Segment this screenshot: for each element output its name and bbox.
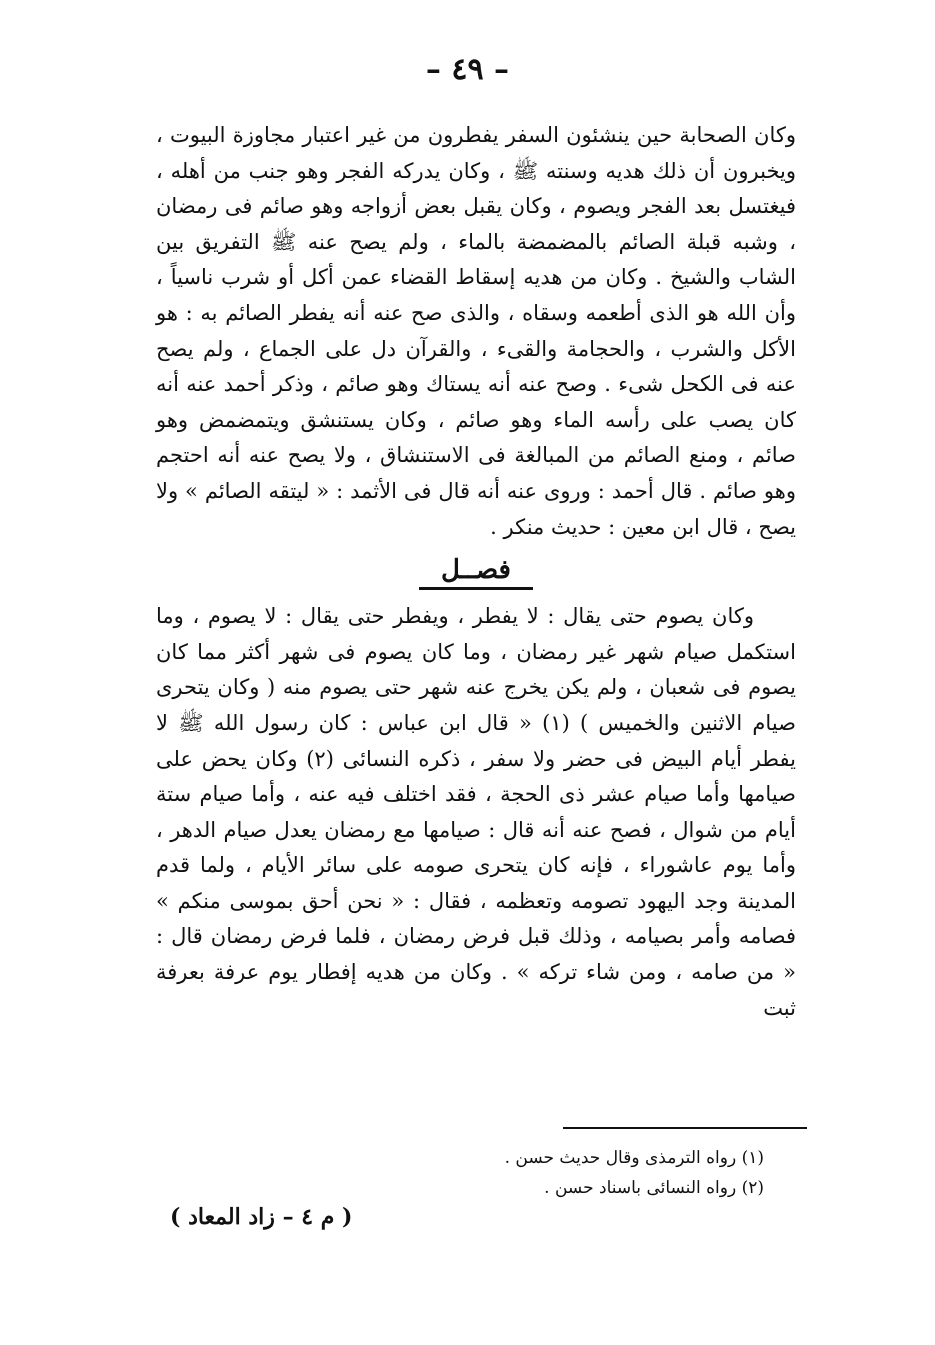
book-signature-marker: ( م ٤ – زاد المعاد ) [170, 1204, 353, 1230]
section-heading-label: فصــل [419, 555, 533, 590]
footnote-divider [563, 1127, 807, 1129]
main-text [156, 118, 796, 1026]
paragraph-1: وكان الصحابة حين ينشئون السفر يفطرون من غير اعتبار مجاوزة البيوت ، ويخبرون أن ذلك هديه وسنته ﷺ ، وكان يدركه الفجر وهو جنب من أهله ، فيغتسل بعد الفجر ويصوم ، وكان يقبل بعض أزواجه وهو صائم فى رمضان ، وشبه قبلة الصائم بالمضمضة بالماء ، ولم يصح عنه ﷺ التفريق بين الشاب والشيخ . وكان من هديه إسقاط القضاء عمن أكل أو شرب ناسياً ، وأن الله هو الذى أطعمه وسقاه ، والذى صح عنه أنه يفطر الصائم به : هو الأكل والشرب ، والحجامة والقىء ، والقرآن دل على الجماع ، ولم يصح عنه فى الكحل شىء . وصح عنه أنه يستاك وهو صائم ، وذكر أحمد عنه أنه كان يصب على رأسه الماء وهو صائم ، وكان يستنشق ويتمضمض وهو صائم ، ومنع الصائم من المبالغة فى الاستنشاق ، ولا يصح عنه أنه احتجم وهو صائم . قال أحمد : وروى عنه أنه قال فى الأثمد : « ليتقه الصائم » ولا يصح ، قال ابن معين : حديث منكر . [156, 123, 796, 539]
paragraph-2: وكان يصوم حتى يقال : لا يفطر ، ويفطر حتى يقال : لا يصوم ، وما استكمل صيام شهر غير رمضان ، وما كان يصوم فى شهر أكثر مما كان يصوم فى شعبان ، ولم يكن يخرج عنه شهر حتى يصوم منه ( وكان يتحرى صيام الاثنين والخميس ) (١) « قال ابن عباس : كان رسول الله ﷺ لا يفطر أيام البيض فى حضر ولا سفر ، ذكره النسائى (٢) وكان يحض على صيامها وأما صيام عشر ذى الحجة ، فقد اختلف فيه عنه ، وأما صيام ستة أيام من شوال ، فصح عنه أنه قال : صيامها مع رمضان يعدل صيام الدهر ، وأما يوم عاشوراء ، فإنه كان يتحرى صومه على سائر الأيام ، ولما قدم المدينة وجد اليهود تصومه وتعظمه ، فقال : « نحن أحق بموسى منكم » فصامه وأمر بصيامه ، وذلك قبل فرض رمضان ، فلما فرض رمضان قال : « من صامه ، ومن شاء تركه » . وكان من هديه إفطار يوم عرفة بعرفة ثبت [156, 604, 796, 1020]
footnote-1: (١) رواه الترمذى وقال حديث حسن . [504, 1148, 764, 1168]
section-heading [156, 555, 796, 585]
page-number: – ٤٩ – [425, 52, 510, 87]
footnote-2: (٢) رواه النسائى باسناد حسن . [544, 1178, 764, 1198]
footnotes [156, 1143, 764, 1203]
